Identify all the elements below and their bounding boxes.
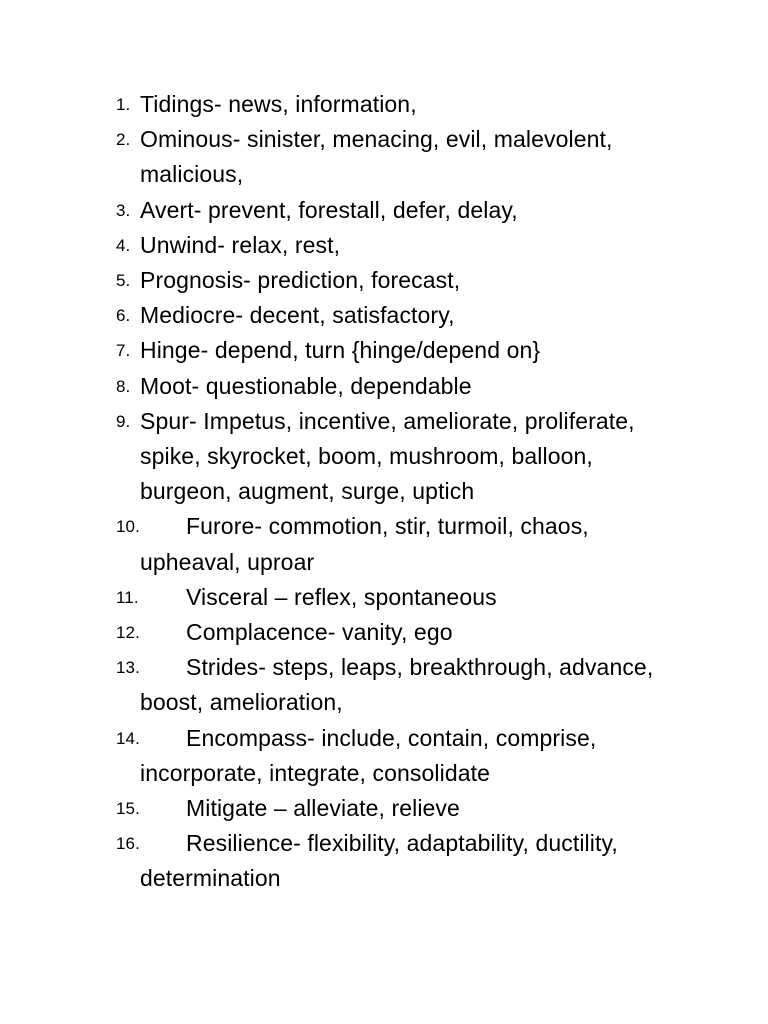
item-text: Visceral – reflex, spontaneous [186, 583, 497, 610]
item-text: Hinge- depend, turn {hinge/depend on} [140, 337, 541, 364]
item-text: Tidings- news, information, [140, 91, 417, 117]
item-text: Moot- questionable, dependable [140, 372, 472, 399]
item-number: 11. [116, 587, 139, 607]
item-text: Prognosis- prediction, forecast, [140, 267, 461, 294]
list-item [116, 193, 686, 228]
item-number: 14. [116, 728, 140, 748]
list-item [116, 580, 686, 615]
list-item [116, 228, 686, 263]
list-item [116, 87, 686, 122]
item-text: Unwind- relax, rest, [140, 231, 341, 258]
item-text: Mitigate – alleviate, relieve [186, 795, 460, 822]
list-item [116, 509, 686, 579]
item-number: 2. [116, 130, 131, 150]
list-item [116, 333, 686, 368]
item-number: 5. [116, 271, 131, 291]
item-number: 7. [116, 341, 131, 361]
list-item [116, 721, 686, 791]
item-number: 8. [116, 376, 131, 396]
item-number: 15. [116, 799, 140, 819]
item-text: Ominous- sinister, menacing, evil, malevolent, malicious, [140, 126, 613, 188]
list-item [116, 369, 686, 404]
item-number: 10. [116, 517, 140, 537]
item-number: 12. [116, 623, 140, 643]
vocabulary-list [116, 87, 686, 897]
list-item [116, 263, 686, 298]
item-text: Encompass- include, contain, comprise, incorporate, integrate, consolidate [140, 724, 597, 786]
item-text: Resilience- flexibility, adaptability, ductility, determination [140, 830, 618, 892]
item-text: Spur- Impetus, incentive, ameliorate, proliferate, spike, skyrocket, boom, mushroom, balloon, burgeon, augment, surge, uptich [140, 407, 635, 505]
item-text: Avert- prevent, forestall, defer, delay, [140, 196, 518, 223]
list-item [116, 826, 686, 896]
list-item [116, 298, 686, 333]
list-item [116, 791, 686, 826]
item-text: Strides- steps, leaps, breakthrough, advance, boost, amelioration, [140, 654, 654, 716]
item-number: 16. [116, 834, 140, 854]
item-number: 6. [116, 306, 131, 326]
list-item [116, 122, 686, 192]
item-number: 9. [116, 411, 131, 431]
item-text: Mediocre- decent, satisfactory, [140, 302, 455, 329]
item-number: 3. [116, 200, 131, 220]
item-number: 1. [116, 95, 131, 114]
list-item [116, 615, 686, 650]
item-number: 4. [116, 235, 131, 255]
list-item [116, 404, 686, 510]
list-item [116, 650, 686, 720]
item-text: Complacence- vanity, ego [186, 619, 453, 646]
item-text: Furore- commotion, stir, turmoil, chaos, upheaval, uproar [140, 513, 589, 575]
item-number: 13. [116, 658, 140, 678]
